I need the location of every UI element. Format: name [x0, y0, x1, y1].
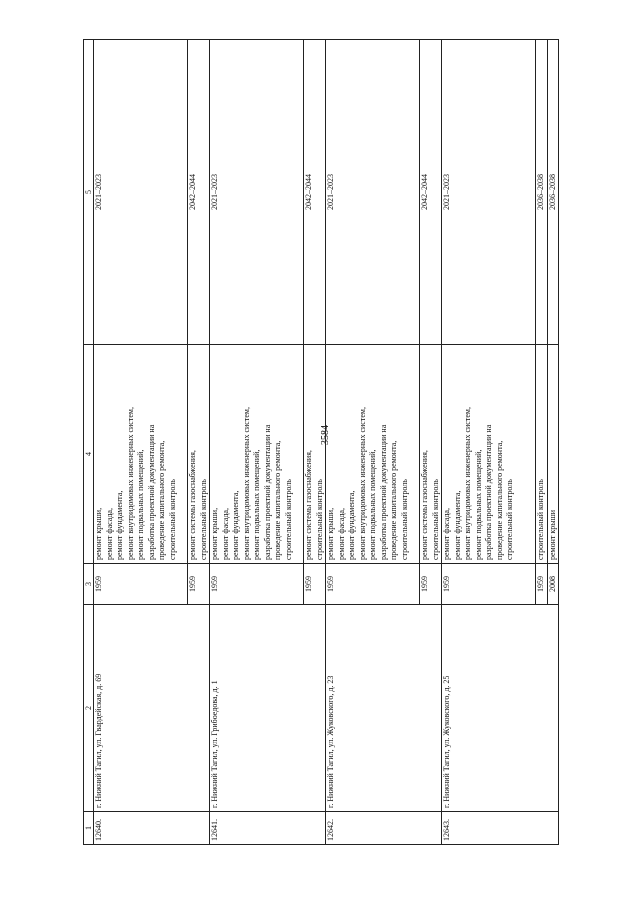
repair-work-item: ремонт фасада, [442, 508, 451, 560]
repair-work-item: ремонт внутридомовых инженерных систем, [241, 407, 251, 560]
column-header-4: 4 [84, 345, 94, 564]
repair-work-item: разработка проектной документации на [262, 424, 272, 560]
repair-work-item: ремонт фундамента, [452, 490, 462, 560]
table-row [210, 40, 304, 845]
construction-year: 1959 [442, 564, 536, 605]
column-header-2: 2 [84, 605, 94, 812]
repair-works [188, 345, 210, 564]
repair-work-item: ремонт системы газоснабжения, [420, 450, 429, 560]
repair-works [94, 345, 188, 564]
page-number: 3584 [320, 425, 331, 445]
building-address: г. Нижний Тагил, ул. Грибоедова, д. 1 [210, 605, 326, 812]
repair-period: 2021–2023 [210, 40, 304, 345]
repair-work-item: разработка проектной документации на [146, 424, 156, 560]
repair-work-item: ремонт фасада, [220, 508, 230, 560]
repair-work-item: разработка проектной документации на [484, 424, 493, 560]
repair-work-item: ремонт внутридомовых инженерных систем, [357, 407, 367, 560]
construction-year: 1959 [536, 564, 548, 605]
table-row [326, 40, 420, 845]
table-header-row [84, 40, 94, 845]
construction-year: 1959 [188, 564, 210, 605]
entry-number: 12640. [94, 812, 210, 845]
repair-work-item: ремонт системы газоснабжения, [304, 450, 313, 560]
repair-work-item: ремонт внутридомовых инженерных систем, [125, 407, 135, 560]
construction-year: 1959 [326, 564, 420, 605]
repair-work-item: строительный контроль [505, 479, 514, 560]
repair-work-item: ремонт фасада, [104, 508, 114, 560]
entry-number: 12643. [442, 812, 559, 845]
repair-period: 2021–2023 [94, 40, 188, 345]
repair-works [442, 345, 536, 564]
building-address: г. Нижний Тагил, ул. Гвардейская, д. 69 [94, 605, 210, 812]
repair-work-item: ремонт крыши [547, 509, 557, 560]
repair-work-item: ремонт фундамента, [231, 490, 240, 560]
repair-work-item: проведение капитального ремонта, [389, 440, 398, 560]
construction-year: 1959 [420, 564, 442, 605]
repair-work-item: строительный контроль [536, 479, 545, 560]
repair-works [304, 345, 326, 564]
repair-period: 2021–2023 [326, 40, 420, 345]
repair-work-item: проведение капитального ремонта, [157, 440, 166, 560]
table-row [442, 40, 536, 845]
repair-work-item: строительный контроль [198, 479, 208, 560]
column-header-3: 3 [84, 564, 94, 605]
repair-schedule-table [83, 39, 559, 845]
repair-work-item: ремонт крыши, [94, 507, 103, 560]
repair-work-item: ремонт подвальных помещений, [136, 449, 145, 560]
repair-work-item: ремонт подвальных помещений, [368, 449, 377, 560]
repair-works [420, 345, 442, 564]
repair-work-item: строительный контроль [314, 479, 324, 560]
repair-work-item: ремонт крыши, [326, 507, 335, 560]
repair-work-item: ремонт фундамента, [347, 490, 356, 560]
table-body [94, 40, 559, 845]
repair-works [326, 345, 420, 564]
repair-work-item: ремонт подвальных помещений, [252, 449, 261, 560]
repair-work-item: ремонт фасада, [336, 508, 346, 560]
repair-work-item: строительный контроль [430, 479, 440, 560]
construction-year: 1959 [94, 564, 188, 605]
repair-work-item: ремонт подвальных помещений, [473, 449, 483, 560]
repair-work-item: ремонт фундамента, [115, 490, 124, 560]
construction-year: 1959 [304, 564, 326, 605]
repair-work-item: разработка проектной документации на [378, 424, 388, 560]
column-header-5: 5 [84, 40, 94, 345]
building-address: г. Нижний Тагил, ул. Жуковского, д. 25 [442, 605, 559, 812]
repair-work-item: проведение капитального ремонта, [494, 440, 504, 560]
repair-works [210, 345, 304, 564]
repair-schedule-table-wrapper [83, 75, 583, 845]
repair-work-item: строительный контроль [399, 479, 409, 560]
repair-work-item: строительный контроль [283, 479, 293, 560]
repair-works [547, 345, 559, 564]
repair-work-item: проведение капитального ремонта, [273, 440, 282, 560]
repair-work-item: ремонт системы газоснабжения, [188, 450, 197, 560]
entry-number: 12642. [326, 812, 442, 845]
entry-number: 12641. [210, 812, 326, 845]
repair-work-item: ремонт внутридомовых инженерных систем, [463, 407, 472, 560]
repair-work-item: ремонт крыши, [210, 507, 219, 560]
building-address: г. Нижний Тагил, ул. Жуковского, д. 23 [326, 605, 442, 812]
construction-year: 1959 [210, 564, 304, 605]
construction-year: 2008 [547, 564, 559, 605]
repair-period: 2042–2044 [188, 40, 210, 345]
column-header-1: 1 [84, 812, 94, 845]
repair-work-item: строительный контроль [167, 479, 177, 560]
repair-period: 2036–2038 [547, 40, 559, 345]
repair-period: 2021–2023 [442, 40, 536, 345]
table-row [94, 40, 188, 845]
repair-period: 2036–2038 [536, 40, 548, 345]
repair-period: 2042–2044 [304, 40, 326, 345]
repair-period: 2042–2044 [420, 40, 442, 345]
repair-works [536, 345, 548, 564]
